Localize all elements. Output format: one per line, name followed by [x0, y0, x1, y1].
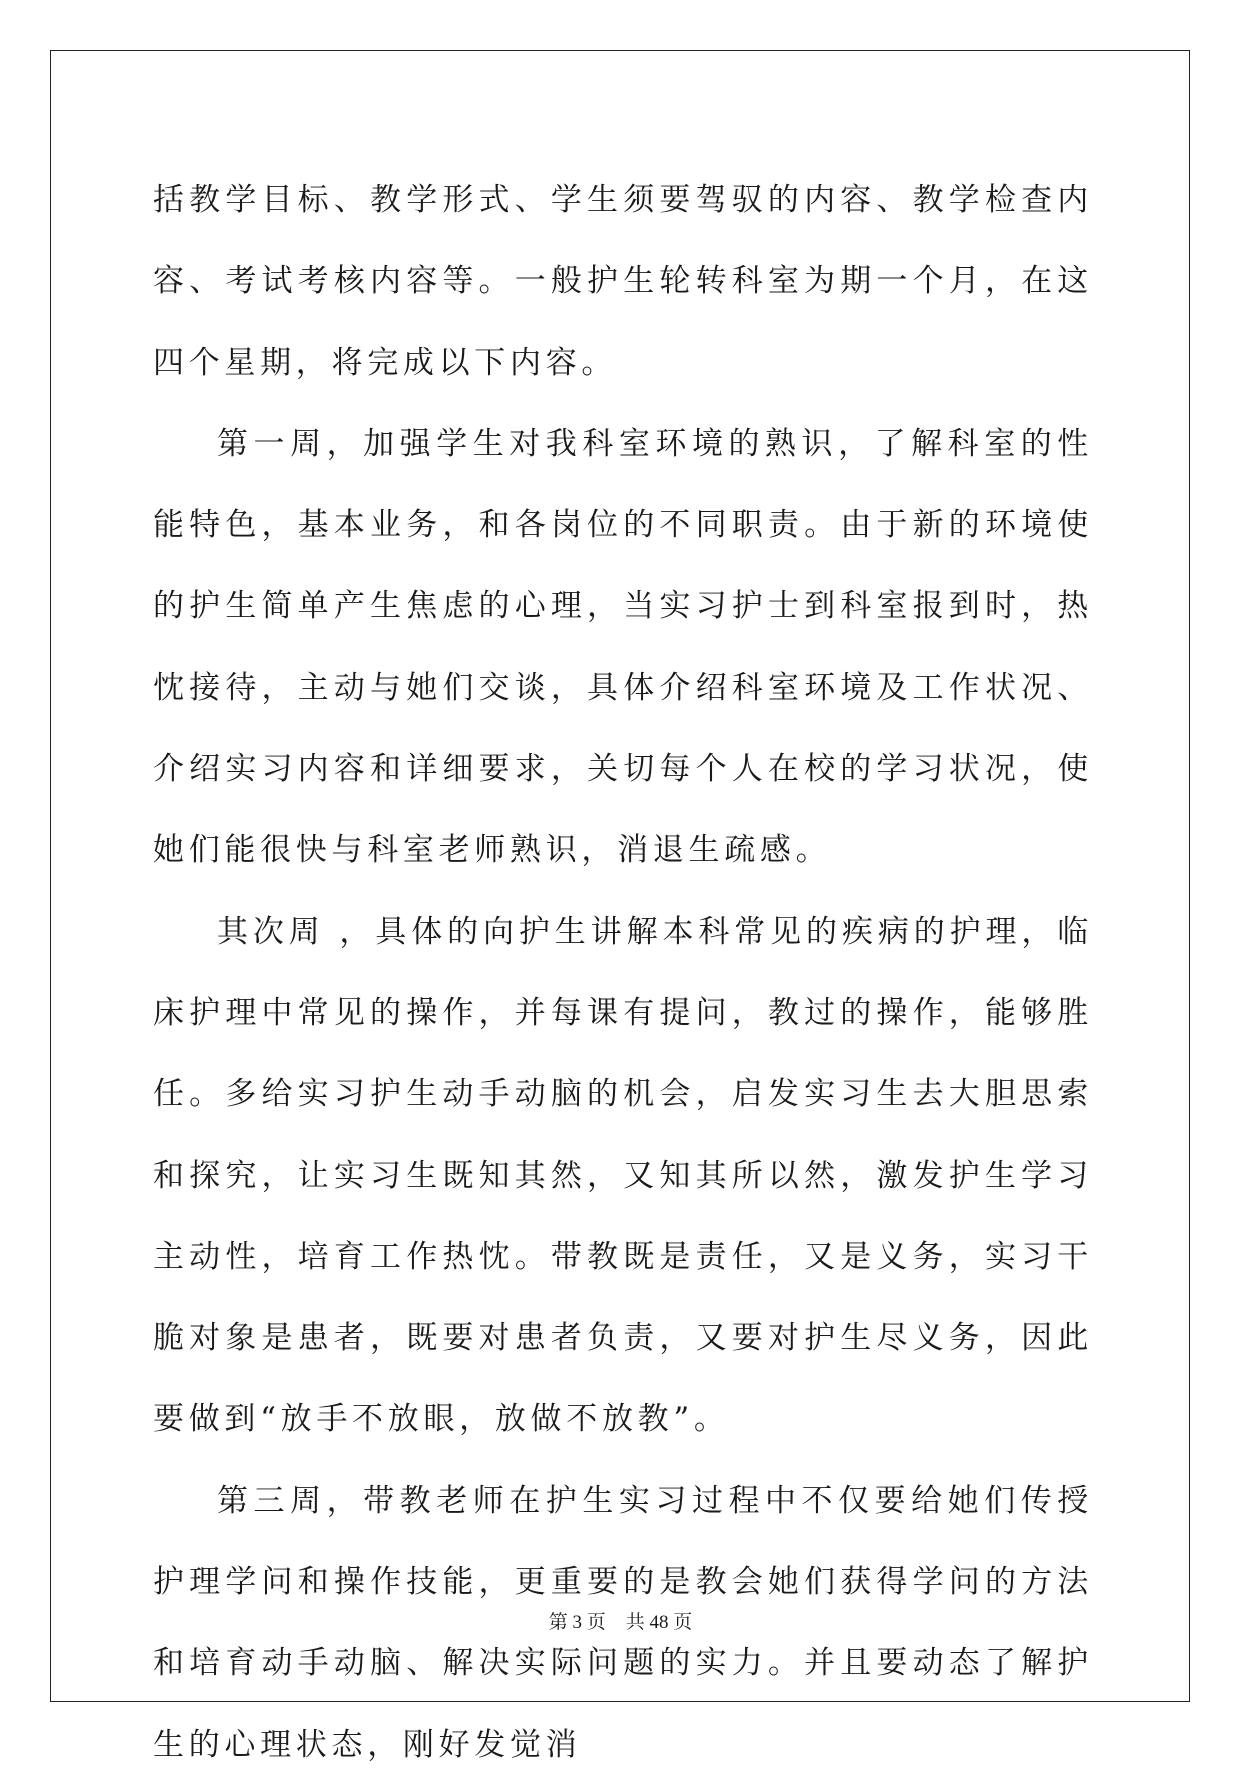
paragraph-2: 第一周，加强学生对我科室环境的熟识，了解科室的性能特色，基本业务，和各岗位的不同职责。由于新的环境使的护生简单产生焦虑的心理，当实习护士到科室报到时，热忱接待，主动与她们交谈，具体介绍科室环境及工作状况、介绍实习内容和详细要求，关切每个人在校的学习状况，使她们能很快与科室老师熟识，消退生疏感。 [153, 425, 1093, 869]
page-total: 共 48 页 [625, 1612, 693, 1633]
page-footer [0, 1611, 1241, 1635]
page-number: 第 3 页 [548, 1612, 606, 1633]
paragraph-1: 括教学目标、教学形式、学生须要驾驭的内容、教学检查内容、考试考核内容等。一般护生轮转科室为期一个月，在这四个星期，将完成以下内容。 [153, 182, 1093, 381]
paragraph-4: 第三周，带教老师在护生实习过程中不仅要给她们传授护理学问和操作技能，更重要的是教会她们获得学问的方法和培育动手动脑、解决实际问题的实力。并且要动态了解护生的心理状态，刚好发觉消 [153, 1482, 1093, 1763]
paragraph-3: 其次周 ，具体的向护生讲解本科常见的疾病的护理，临床护理中常见的操作，并每课有提问，教过的操作，能够胜任。多给实习护生动手动脑的机会，启发实习生去大胆思索和探究，让实习生既知其然，又知其所以然，激发护生学习主动性，培育工作热忱。带教既是责任，又是义务，实习干脆对象是患者，既要对患者负责，又要对护生尽义务，因此要做到“放手不放眼，放做不放教”。 [153, 913, 1093, 1438]
document-body [153, 160, 1093, 1786]
